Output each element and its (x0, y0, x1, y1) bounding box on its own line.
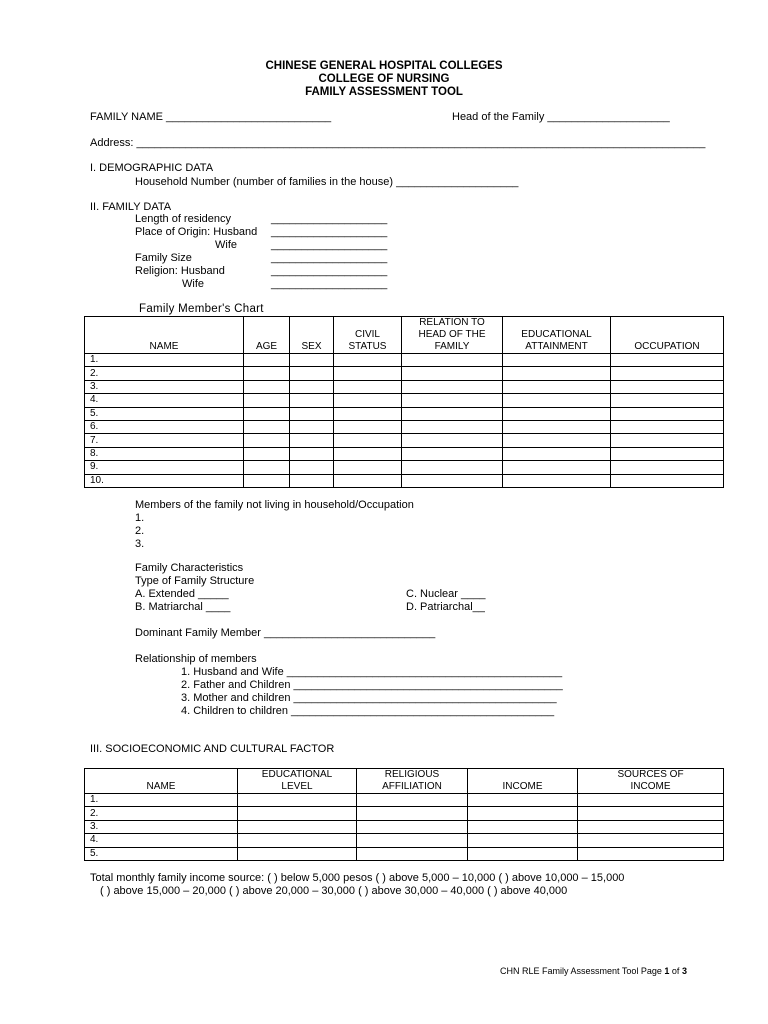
member-cell[interactable] (611, 380, 724, 393)
member-cell[interactable] (290, 447, 334, 460)
socio-cell[interactable] (468, 807, 578, 820)
member-row-number[interactable]: 10. (85, 474, 244, 487)
member-chart-caption: Family Member's Chart (139, 303, 264, 315)
socio-row-number[interactable]: 5. (85, 847, 238, 860)
member-cell[interactable] (244, 420, 290, 433)
col-education (503, 317, 611, 354)
member-cell[interactable] (334, 380, 402, 393)
member-cell[interactable] (334, 407, 402, 420)
member-cell[interactable] (290, 474, 334, 487)
not-living-item-3[interactable]: 3. (135, 538, 145, 550)
characteristics-heading: Family Characteristics (135, 562, 244, 574)
member-cell[interactable] (503, 420, 611, 433)
member-cell[interactable] (334, 474, 402, 487)
member-cell[interactable] (611, 420, 724, 433)
demographic-heading: I. DEMOGRAPHIC DATA (90, 162, 214, 174)
member-cell[interactable] (611, 474, 724, 487)
member-cell[interactable] (244, 461, 290, 474)
socioeconomic-table (84, 768, 724, 861)
member-cell[interactable] (402, 474, 503, 487)
member-cell[interactable] (503, 434, 611, 447)
member-cell[interactable] (290, 434, 334, 447)
member-row (85, 447, 724, 460)
socio-row (85, 820, 724, 833)
member-row-number[interactable]: 2. (85, 367, 244, 380)
socio-cell[interactable] (357, 807, 468, 820)
member-cell[interactable] (611, 367, 724, 380)
member-row-number[interactable]: 6. (85, 420, 244, 433)
member-cell[interactable] (402, 394, 503, 407)
member-cell[interactable] (244, 434, 290, 447)
socio-row (85, 847, 724, 860)
religion-wife-label: Wife (182, 278, 204, 290)
member-cell[interactable] (611, 407, 724, 420)
member-cell[interactable] (402, 380, 503, 393)
member-row (85, 474, 724, 487)
member-cell[interactable] (290, 354, 334, 367)
col-name: NAME (85, 317, 244, 354)
relation-line-3: FAMILY (434, 341, 470, 352)
length-residency-blank[interactable]: ___________________ (271, 213, 388, 225)
member-row (85, 434, 724, 447)
socio-rel-line-2: AFFILIATION (382, 781, 442, 792)
member-cell[interactable] (503, 354, 611, 367)
member-row (85, 380, 724, 393)
structure-extended[interactable]: A. Extended _____ (135, 588, 229, 600)
member-cell[interactable] (290, 367, 334, 380)
member-cell[interactable] (290, 420, 334, 433)
not-living-item-1[interactable]: 1. (135, 512, 145, 524)
member-row-number[interactable]: 4. (85, 394, 244, 407)
socio-cell[interactable] (578, 820, 724, 833)
length-residency-label: Length of residency (135, 213, 232, 225)
col-sex: SEX (290, 317, 334, 354)
religion-husband-blank[interactable]: ___________________ (271, 265, 388, 277)
member-cell[interactable] (290, 394, 334, 407)
member-cell[interactable] (611, 447, 724, 460)
socio-col-name: NAME (85, 769, 238, 794)
socio-row (85, 807, 724, 820)
structure-patriarchal[interactable]: D. Patriarchal__ (406, 601, 485, 613)
member-cell[interactable] (244, 354, 290, 367)
member-cell[interactable] (503, 380, 611, 393)
member-row-number[interactable]: 5. (85, 407, 244, 420)
socio-row-number[interactable]: 1. (85, 794, 238, 807)
member-cell[interactable] (334, 461, 402, 474)
socio-col-education (238, 769, 357, 794)
dominant-member-field[interactable]: Dominant Family Member ____________________________ (135, 627, 436, 639)
socio-row-number[interactable]: 2. (85, 807, 238, 820)
family-size-label: Family Size (135, 252, 192, 264)
member-cell[interactable] (611, 354, 724, 367)
origin-husband-blank[interactable]: ___________________ (271, 226, 388, 238)
page-footer (500, 966, 687, 976)
member-row (85, 461, 724, 474)
member-row-number[interactable]: 1. (85, 354, 244, 367)
socio-src-line-1: SOURCES OF (617, 769, 684, 780)
socio-edu-line-1: EDUCATIONAL (261, 769, 333, 780)
member-cell[interactable] (402, 407, 503, 420)
col-civil-status (334, 317, 402, 354)
civil-line-2: STATUS (348, 341, 387, 352)
footer-page: 1 (664, 966, 670, 976)
structure-heading: Type of Family Structure (135, 575, 255, 587)
socio-row-number[interactable]: 3. (85, 820, 238, 833)
member-cell[interactable] (503, 461, 611, 474)
socio-cell[interactable] (238, 807, 357, 820)
member-cell[interactable] (503, 394, 611, 407)
socio-cell[interactable] (357, 794, 468, 807)
member-cell[interactable] (244, 407, 290, 420)
member-row (85, 420, 724, 433)
socio-col-religion (357, 769, 468, 794)
member-cell[interactable] (402, 367, 503, 380)
footer-total: 3 (681, 966, 687, 976)
origin-wife-blank[interactable]: ___________________ (271, 239, 388, 251)
member-cell[interactable] (611, 394, 724, 407)
header-line-2: COLLEGE OF NURSING (318, 73, 450, 85)
origin-husband-label: Place of Origin: Husband (135, 226, 258, 238)
member-cell[interactable] (402, 354, 503, 367)
socio-cell[interactable] (357, 820, 468, 833)
religion-wife-blank[interactable]: ___________________ (271, 278, 388, 290)
member-cell[interactable] (244, 394, 290, 407)
member-row (85, 394, 724, 407)
head-of-family-field[interactable]: Head of the Family ____________________ (452, 111, 670, 123)
member-row-number[interactable]: 3. (85, 380, 244, 393)
relation-line-2: HEAD OF THE (418, 329, 486, 340)
relationship-mother-children[interactable]: 3. Mother and children ___________________________________________ (181, 692, 557, 704)
col-age: AGE (244, 317, 290, 354)
origin-wife-label: Wife (215, 239, 237, 251)
member-cell[interactable] (402, 447, 503, 460)
socio-cell[interactable] (238, 794, 357, 807)
family-member-table (84, 316, 724, 488)
relationship-husband-wife[interactable]: 1. Husband and Wife _____________________________________________ (181, 666, 563, 678)
socio-row (85, 834, 724, 847)
education-line-2: ATTAINMENT (525, 341, 588, 352)
member-cell[interactable] (402, 420, 503, 433)
education-line-1: EDUCATIONAL (521, 329, 592, 340)
income-options-line-1[interactable]: Total monthly family income source: ( ) below 5,000 pesos ( ) above 5,000 – 10,000 ( ) above 10,000 – 15,000 (90, 872, 625, 884)
header-line-1: CHINESE GENERAL HOSPITAL COLLEGES (265, 60, 503, 72)
socio-cell[interactable] (578, 794, 724, 807)
member-cell[interactable] (290, 380, 334, 393)
socioeconomic-heading: III. SOCIOECONOMIC AND CULTURAL FACTOR (90, 743, 335, 755)
socio-cell[interactable] (578, 807, 724, 820)
member-cell[interactable] (290, 407, 334, 420)
family-size-blank[interactable]: ___________________ (271, 252, 388, 264)
socio-cell[interactable] (357, 834, 468, 847)
member-cell[interactable] (244, 380, 290, 393)
structure-matriarchal[interactable]: B. Matriarchal ____ (135, 601, 231, 613)
member-cell[interactable] (334, 354, 402, 367)
socio-cell[interactable] (238, 834, 357, 847)
socio-table-header (85, 769, 724, 794)
member-row (85, 407, 724, 420)
socio-cell[interactable] (468, 847, 578, 860)
socio-cell[interactable] (238, 847, 357, 860)
member-cell[interactable] (334, 420, 402, 433)
member-cell[interactable] (244, 447, 290, 460)
not-living-item-2[interactable]: 2. (135, 525, 145, 537)
member-row-number[interactable]: 8. (85, 447, 244, 460)
structure-nuclear[interactable]: C. Nuclear ____ (406, 588, 486, 600)
footer-text: CHN RLE Family Assessment Tool Page (500, 966, 665, 976)
socio-cell[interactable] (468, 794, 578, 807)
civil-line-1: CIVIL (354, 329, 380, 340)
socio-row-number[interactable]: 4. (85, 834, 238, 847)
member-cell[interactable] (244, 367, 290, 380)
socio-col-sources (578, 769, 724, 794)
member-cell[interactable] (402, 461, 503, 474)
socio-cell[interactable] (578, 847, 724, 860)
socio-cell[interactable] (357, 847, 468, 860)
member-cell[interactable] (334, 447, 402, 460)
member-cell[interactable] (611, 461, 724, 474)
relation-line-1: RELATION TO (419, 317, 485, 328)
member-cell[interactable] (402, 434, 503, 447)
family-name-field[interactable]: FAMILY NAME ___________________________ (90, 111, 332, 123)
member-row (85, 354, 724, 367)
col-occupation: OCCUPATION (611, 317, 724, 354)
member-cell[interactable] (290, 461, 334, 474)
member-cell[interactable] (503, 407, 611, 420)
not-living-heading: Members of the family not living in household/Occupation (135, 499, 414, 511)
member-table-header (85, 317, 724, 354)
family-data-heading: II. FAMILY DATA (90, 201, 172, 213)
member-cell[interactable] (244, 474, 290, 487)
socio-cell[interactable] (578, 834, 724, 847)
member-cell[interactable] (611, 434, 724, 447)
household-number-field[interactable]: Household Number (number of families in the house) ____________________ (135, 176, 519, 188)
member-cell[interactable] (334, 394, 402, 407)
socio-src-line-2: INCOME (630, 781, 671, 792)
member-cell[interactable] (503, 447, 611, 460)
address-field[interactable]: Address: _____________________________________________________________________________________________ (90, 137, 706, 149)
socio-cell[interactable] (238, 820, 357, 833)
member-cell[interactable] (503, 367, 611, 380)
socio-col-income: INCOME (468, 769, 578, 794)
relationship-father-children[interactable]: 2. Father and Children ____________________________________________ (181, 679, 563, 691)
relationship-heading: Relationship of members (135, 653, 257, 665)
footer-of: of (669, 966, 682, 976)
member-cell[interactable] (334, 434, 402, 447)
member-row-number[interactable]: 9. (85, 461, 244, 474)
relationship-children-children[interactable]: 4. Children to children ___________________________________________ (181, 705, 555, 717)
member-cell[interactable] (334, 367, 402, 380)
religion-husband-label: Religion: Husband (135, 265, 225, 277)
header-line-3: FAMILY ASSESSMENT TOOL (305, 86, 463, 98)
income-options-line-2[interactable]: ( ) above 15,000 – 20,000 ( ) above 20,000 – 30,000 ( ) above 30,000 – 40,000 ( ) above 40,000 (100, 885, 568, 897)
socio-cell[interactable] (468, 834, 578, 847)
member-row (85, 367, 724, 380)
socio-rel-line-1: RELIGIOUS (384, 769, 440, 780)
socio-row (85, 794, 724, 807)
col-relation (402, 317, 503, 354)
socio-edu-line-2: LEVEL (281, 781, 313, 792)
member-row-number[interactable]: 7. (85, 434, 244, 447)
socio-cell[interactable] (468, 820, 578, 833)
member-cell[interactable] (503, 474, 611, 487)
